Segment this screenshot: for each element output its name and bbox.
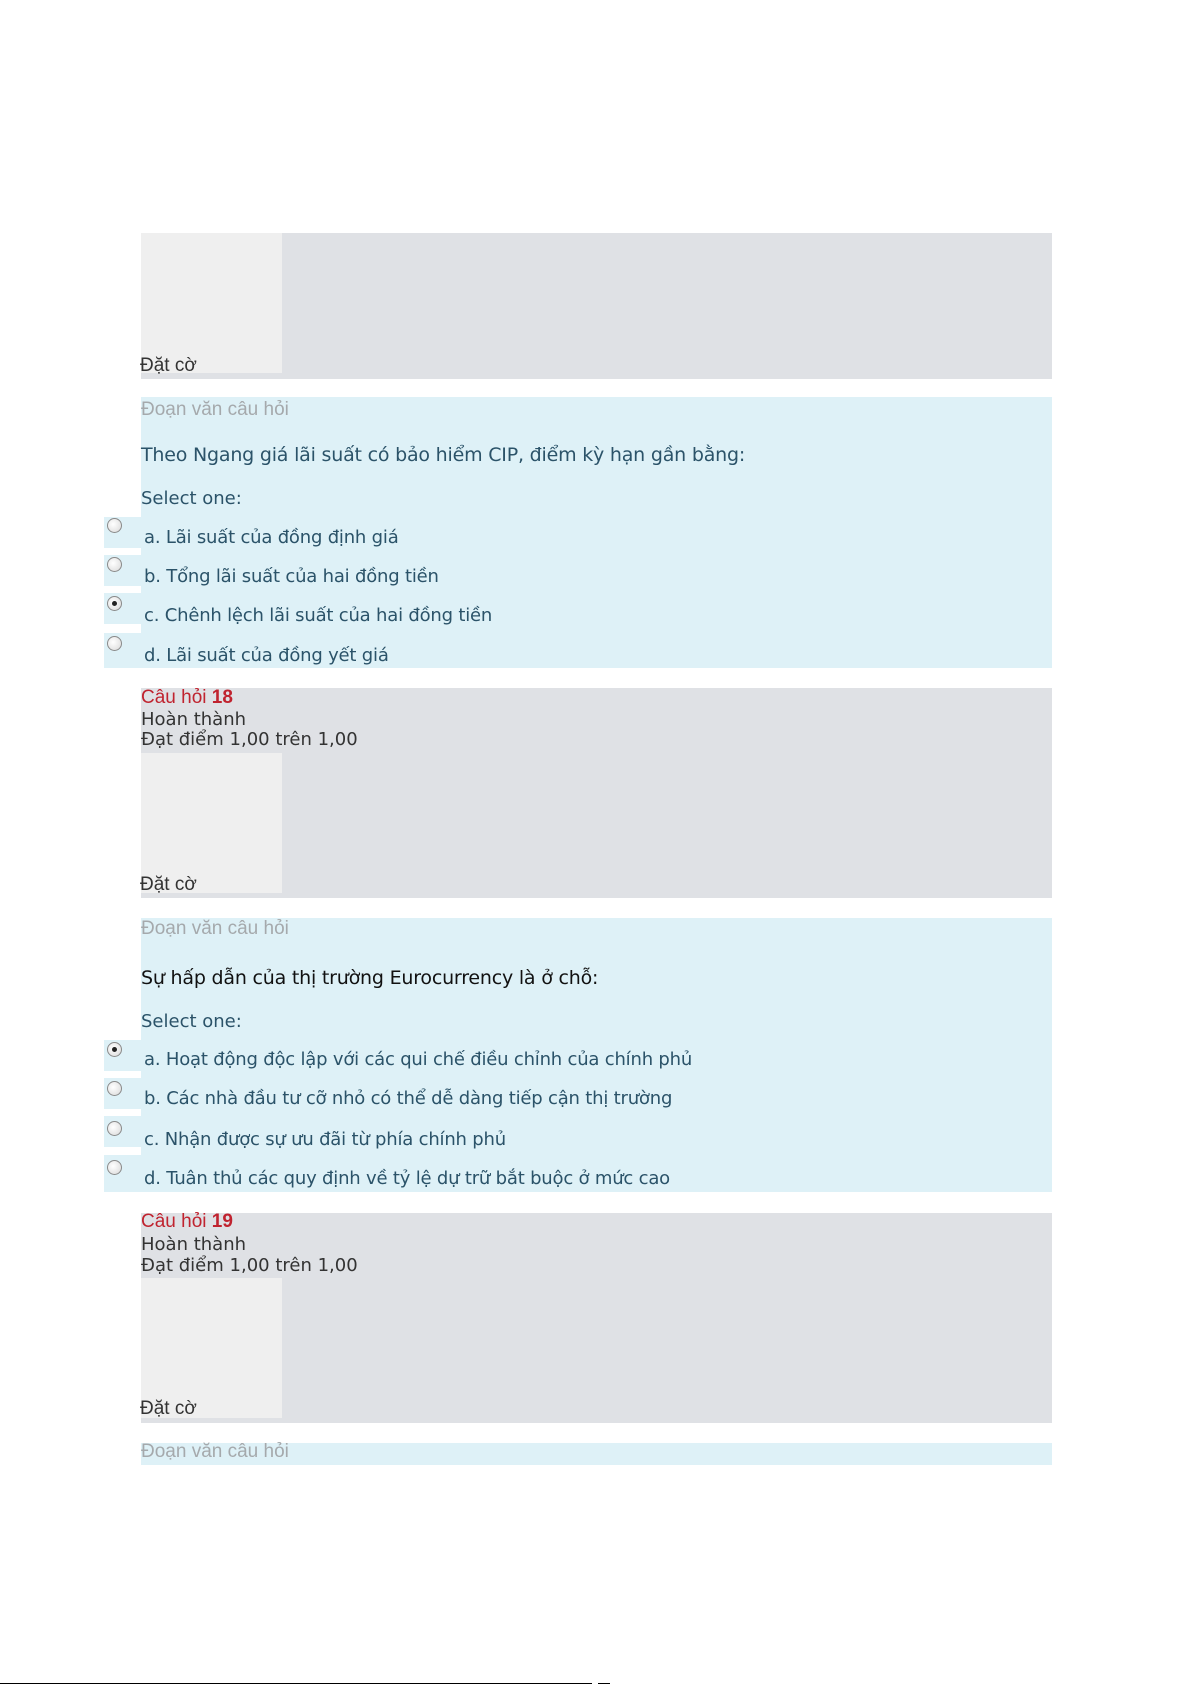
radio-option-c[interactable] [107, 596, 122, 611]
question-number [141, 1211, 233, 1233]
option-label-d[interactable]: d. Lãi suất của đồng yết giá [144, 645, 389, 666]
flag-area [141, 233, 282, 373]
option-label-b[interactable]: b. Tổng lãi suất của hai đồng tiền [144, 566, 439, 587]
option-label-a[interactable]: a. Hoạt động độc lập với các qui chế điều chỉnh của chính phủ [144, 1049, 693, 1070]
flag-area [141, 1278, 282, 1418]
radio-option-a[interactable] [107, 1042, 122, 1057]
footer-divider [598, 1683, 610, 1684]
question-number-value: 18 [211, 687, 233, 708]
question-number-value: 19 [211, 1211, 233, 1232]
radio-option-d[interactable] [107, 1160, 122, 1175]
question-grade: Đạt điểm 1,00 trên 1,00 [141, 1255, 358, 1276]
question-text: Sự hấp dẫn của thị trường Eurocurrency là ở chỗ: [141, 967, 599, 989]
flag-area [141, 753, 282, 893]
option-label-d[interactable]: d. Tuân thủ các quy định về tỷ lệ dự trữ bắt buộc ở mức cao [144, 1168, 670, 1189]
question-text-label: Đoạn văn câu hỏi [141, 399, 289, 420]
select-one-label: Select one: [141, 488, 242, 509]
question-state: Hoàn thành [141, 1234, 247, 1255]
flag-question-button[interactable]: Đặt cờ [140, 874, 197, 895]
question-text: Theo Ngang giá lãi suất có bảo hiểm CIP, điểm kỳ hạn gần bằng: [141, 444, 746, 466]
select-one-label: Select one: [141, 1011, 242, 1032]
question-text-label: Đoạn văn câu hỏi [141, 918, 289, 939]
question-state: Hoàn thành [141, 709, 247, 730]
option-label-c[interactable]: c. Nhận được sự ưu đãi từ phía chính phủ [144, 1129, 506, 1150]
radio-option-d[interactable] [107, 636, 122, 651]
question-text-label: Đoạn văn câu hỏi [141, 1441, 289, 1462]
question-info-panel-19 [141, 1213, 1052, 1423]
flag-question-button[interactable]: Đặt cờ [140, 1398, 197, 1419]
radio-option-c[interactable] [107, 1121, 122, 1136]
question-info-panel-18 [141, 688, 1052, 898]
radio-option-b[interactable] [107, 557, 122, 572]
question-grade: Đạt điểm 1,00 trên 1,00 [141, 729, 358, 750]
question-number [141, 687, 233, 709]
radio-option-a[interactable] [107, 518, 122, 533]
question-prefix: Câu hỏi [141, 687, 207, 708]
footer-divider [0, 1683, 592, 1684]
option-label-c[interactable]: c. Chênh lệch lãi suất của hai đồng tiền [144, 605, 493, 626]
question-prefix: Câu hỏi [141, 1211, 207, 1232]
flag-question-button[interactable]: Đặt cờ [140, 355, 197, 376]
option-label-a[interactable]: a. Lãi suất của đồng định giá [144, 527, 399, 548]
option-label-b[interactable]: b. Các nhà đầu tư cỡ nhỏ có thể dễ dàng tiếp cận thị trường [144, 1088, 673, 1109]
radio-option-b[interactable] [107, 1081, 122, 1096]
question-info-panel-17 [141, 233, 1052, 379]
